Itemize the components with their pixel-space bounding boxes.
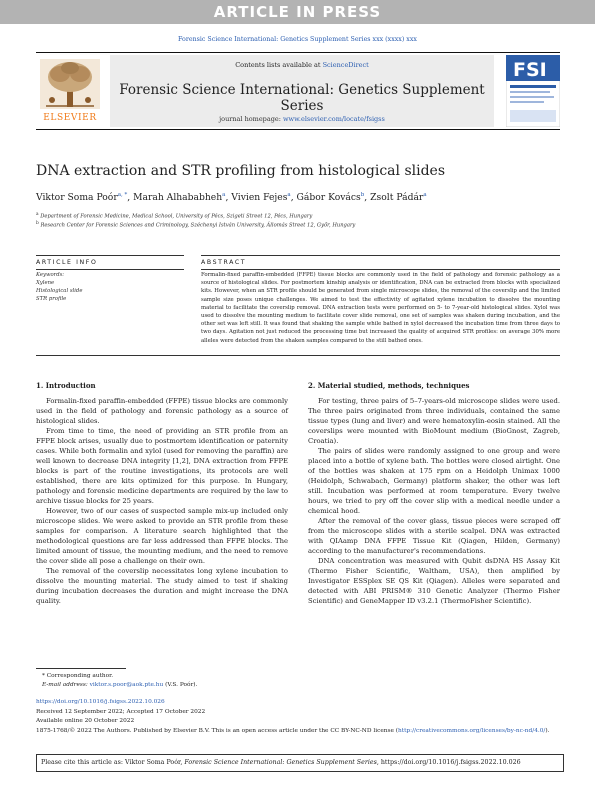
journal-header: [36, 52, 560, 130]
copyright-text: 1875-1768/© 2022 The Authors. Published by Elsevier B.V. This is an open access article under the CC BY-NC-ND license (: [36, 728, 399, 734]
contents-prefix: Contents lists available at: [235, 61, 323, 69]
journal-cover: [506, 55, 560, 127]
paragraph: From time to time, the need of providing an STR profile from an FFPE block arises, usually due to postmortem identification or paternity cases. While both formalin and xylol (used for removing the paraffin) are well known to decrease DNA integrity [1,2], DNA extraction from FFPE blocks is part of the routine investigations, its protocols are well established, there are kits optimized for this purpose. In Hungary, pathology and forensic medicine departments are required by the law to archive tissue blocks for 25 years.: [36, 427, 288, 505]
elsevier-logo: [36, 57, 104, 125]
affiliation-marker: b: [36, 221, 39, 226]
affiliation-a: [36, 212, 312, 220]
email-line: [42, 681, 197, 690]
email-suffix: (V.S. Poór).: [163, 682, 198, 688]
keyword: STR profile: [36, 296, 67, 302]
fsi-journal-cover-icon: [506, 55, 560, 127]
author-name: Vivien Fejes: [231, 192, 288, 204]
abstract-text: Formalin-fixed paraffin-embedded (FFPE) tissue blocks are commonly used in the field of pathology and forensic pathology as a source of histological slides. For postmortem kinship analysis or identification, DNA can be extracted from blocks with specialized kits. However, when an STR profile should be generated from single microscope slides, the removal of the coverslip and the limited sample size poses unique challenges. We aimed to test the effectivity of agitated xylene incubation to dissolve the mounting material to facilitate the coverslip removal. DNA extraction tests were performed on 5- to 7-year-old histological slides. Xylol was used to dissolve the mounting medium to facilitate cover slide removal, one set of samples was shaken during incubation, and the other set was left still. It was found that shaking the sample while bathed in xylol decreased the incubation time from three days to two days. Agitation not just reduced the processing time but increased the quality of acquired STR profiles: on average 30% more alleles were detected from the shaken samples compared to the still bathed ones.: [201, 272, 560, 344]
author-affiliation-marker[interactable]: b: [360, 192, 365, 198]
svg-text:FSI: FSI: [513, 59, 547, 81]
author-name: Marah Alhababheh: [133, 192, 223, 204]
email-label: E-mail address:: [42, 682, 90, 688]
section-heading-methods: 2. Material studied, methods, techniques: [308, 381, 470, 390]
introduction-column: [36, 396, 288, 606]
received-dates: Received 12 September 2022; Accepted 17 October 2022: [36, 709, 206, 715]
author: [297, 192, 371, 203]
author-list: [36, 192, 427, 203]
journal-masthead: [110, 55, 494, 127]
sciencedirect-link[interactable]: ScienceDirect: [322, 61, 369, 69]
author-affiliation-marker[interactable]: a: [423, 192, 427, 198]
homepage-prefix: journal homepage:: [219, 115, 283, 123]
author-affiliation-marker[interactable]: a: [222, 192, 226, 198]
journal-reference-line: Forensic Science International: Genetics Supplement Series xxx (xxxx) xxx: [178, 36, 417, 43]
divider: [36, 355, 560, 356]
copyright-suffix: ).: [545, 728, 550, 734]
footnote-divider: [36, 668, 126, 669]
email-link[interactable]: viktor.s.poor@aok.pte.hu: [89, 682, 164, 688]
corresponding-label: * Corresponding author.: [42, 673, 114, 679]
author-affiliation-marker[interactable]: a: [287, 192, 291, 198]
affiliation-b: [36, 221, 355, 229]
available-online-date: Available online 20 October 2022: [36, 718, 135, 724]
author-name: Gábor Kovács: [296, 192, 361, 204]
author-separator: ,: [364, 192, 371, 204]
contents-line: [110, 61, 494, 69]
author: [370, 192, 426, 203]
journal-title: Forensic Science International: Genetics Supplement Series: [119, 82, 485, 114]
paragraph: Formalin-fixed paraffin-embedded (FFPE) tissue blocks are commonly used in the field of pathology and forensic pathology as a source of histological slides.: [36, 397, 288, 425]
affiliation-text: Department of Forensic Medicine, Medical School, University of Pécs, Szigeti Street 12, Pécs, Hungary: [40, 213, 313, 220]
paragraph: However, two of our cases of suspected sample mix-up included only microscope slides. We were asked to provide an STR profile from these samples for comparison. A literature search highlighted that the methodological questions are far less addressed than FFPE blocks. The limited amount of tissue, the mounting medium, and the need to remove the cover slide all pose a challenge on their own.: [36, 507, 288, 565]
keyword: Histological slide: [36, 288, 83, 294]
abstract-heading: ABSTRACT: [201, 255, 560, 270]
citation-prefix: Please cite this article as: Viktor Soma Poór,: [41, 759, 185, 766]
author-name: Zsolt Pádár: [370, 192, 424, 204]
citation-suffix: , https://doi.org/10.1016/j.fsigss.2022.10.026: [376, 759, 521, 766]
affiliation-marker: a: [36, 212, 39, 217]
citation-box: [36, 754, 564, 772]
section-heading-introduction: 1. Introduction: [36, 381, 96, 390]
paragraph: After the removal of the cover glass, tissue pieces were scraped off from the microscope slides with a sterile scalpel. DNA was extracted with QIAamp DNA FFPE Tissue Kit (Qiagen, Hilden, Germany) according to the manufacturer's recommendations.: [308, 517, 560, 555]
article-title: DNA extraction and STR profiling from histological slides: [36, 163, 446, 179]
author-separator: ,: [290, 192, 297, 204]
author: [231, 192, 296, 203]
author-affiliation-marker[interactable]: a, *: [117, 192, 128, 198]
corresponding-author-note: [42, 672, 197, 690]
affiliation-text: Research Center for Forensic Sciences and Criminology, Széchenyi István University, Állomás Street 12, Győr, Hungary: [40, 222, 356, 229]
paragraph: The pairs of slides were randomly assigned to one group and were placed into a bottle of xylene bath. The bottles were closed airtight. One of the bottles was shaken at 175 rpm on a Heidolph Unimax 1000 (Heidolph, Schwabach, Germany) platform shaker, the other was left still. Incubation was performed at room temperature. Every twelve hours, we tried to pry off the cover slip with a medical needle under a chemical hood.: [308, 447, 560, 515]
paragraph: The removal of the coverslip necessitates long xylene incubation to dissolve the mounting material. The study aimed to test if shaking during incubation decreases the duration and might increase the DNA quality.: [36, 567, 288, 605]
keywords-label: Keywords:: [36, 272, 65, 278]
author-name: Viktor Soma Poór: [36, 192, 118, 204]
publisher-name: ELSEVIER: [43, 113, 97, 123]
copyright-license-line: [36, 727, 560, 736]
doi-link[interactable]: https://doi.org/10.1016/j.fsigss.2022.10.026: [36, 699, 165, 705]
methods-column: [308, 396, 560, 606]
homepage-link[interactable]: www.elsevier.com/locate/fsigss: [282, 115, 385, 123]
paragraph: For testing, three pairs of 5–7-years-old microscope slides were used. The three pairs originated from three individuals, contained the same tissue types (lung and liver) and were hematoxylin-eosin stained. All the coverslips were mounted with BioMount medium (BioGnost, Zagreb, Croatia).: [308, 397, 560, 445]
article-in-press-banner: ARTICLE IN PRESS: [0, 0, 595, 24]
keyword: Xylene: [36, 280, 55, 286]
elsevier-tree-logo-icon: [36, 57, 104, 113]
homepage-line: [110, 115, 494, 123]
paragraph: DNA concentration was measured with Qubit dsDNA HS Assay Kit (Thermo Fisher Scientific, Waltham, USA), then amplified by Investigator ESSplex SE QS Kit (Qiagen). Alleles were separated and detected with ABI PRISM® 310 Genetic Analyzer (Thermo Fisher Scientific) and GeneMapper ID v3.2.1 (ThermoFisher Scientific).: [308, 557, 560, 605]
author-separator: ,: [127, 192, 134, 204]
license-link[interactable]: http://creativecommons.org/licenses/by-nc-nd/4.0/: [398, 728, 546, 734]
author-separator: ,: [225, 192, 232, 204]
author: [36, 192, 133, 203]
author: [133, 192, 231, 203]
article-info-heading: ARTICLE INFO: [36, 255, 184, 270]
citation-journal: Forensic Science International: Genetics Supplement Series: [184, 759, 377, 766]
